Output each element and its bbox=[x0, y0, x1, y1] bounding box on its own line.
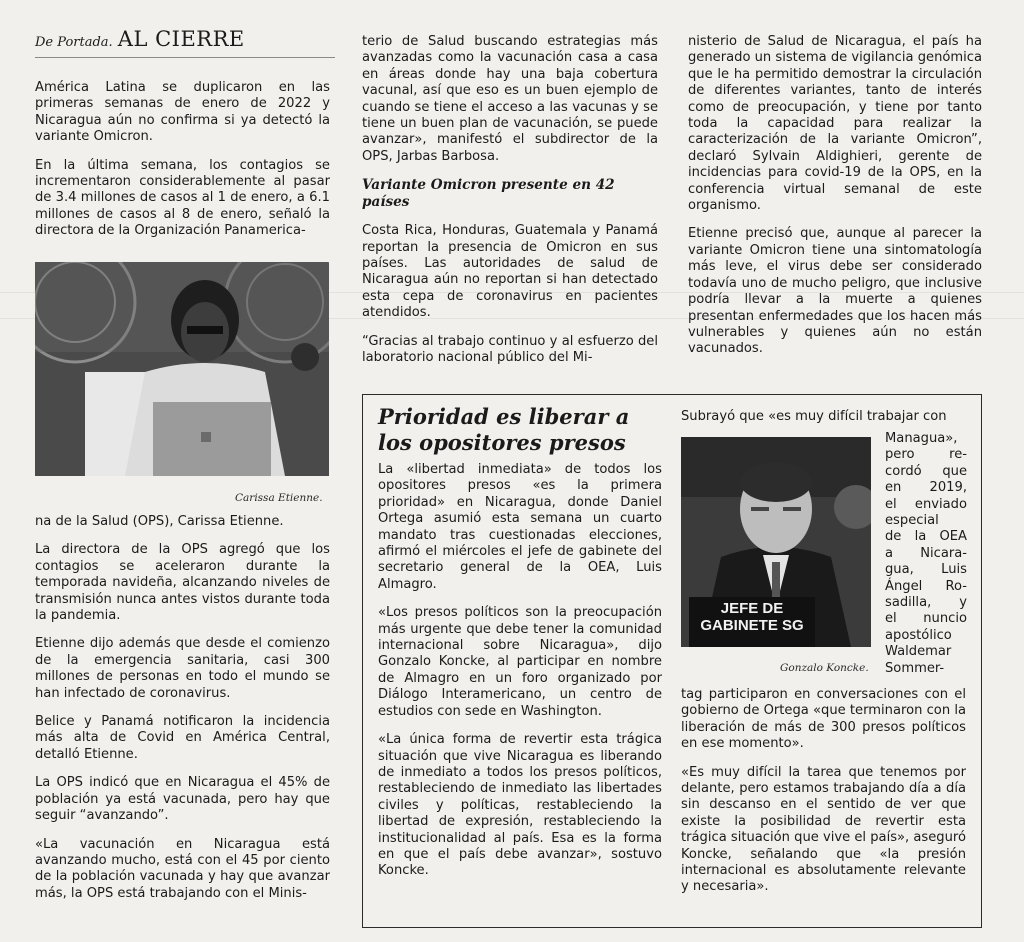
section-title: AL CIERRE bbox=[117, 27, 245, 51]
photo-sign-line: JEFE DE bbox=[720, 600, 784, 617]
subheading: Variante Omicron presente en 42 países bbox=[362, 177, 615, 211]
article-paragraph: nisterio de Salud de Nicaragua, el país ha generado un sistema de vigilancia genómica que le ha permitido demostrar la circulación de diferentes variantes, tanto de interés como de preocupación, y tiene por tanto toda la capacidad para realizar la caracterización de la variante Omicron”, declaró Sylvain Aldighieri, gerente de incidencias para covid-19 de la OPS, en la conferencia virtual semanal de este organismo. bbox=[688, 34, 982, 214]
box-right-top-line: Subrayó que «es muy difícil trabajar con bbox=[681, 409, 947, 424]
section-prefix: De Portada. bbox=[35, 35, 113, 50]
etienne-photo-image bbox=[35, 262, 329, 476]
box-title: Prioridad es liberar a los opositores presos bbox=[378, 404, 630, 455]
etienne-photo bbox=[35, 262, 329, 476]
article-paragraph: La «libertad inmediata» de todos los opositores presos «es la primera prioridad» en Nicaragua, donde Daniel Ortega asumió esta semana un cuarto mandato tras cuestionadas elecciones, afirmó el miércoles el jefe de gabinete del secretario general de la OEA, Luis Almagro. bbox=[378, 462, 662, 592]
article-paragraph: Costa Rica, Honduras, Guatemala y Panamá reportan la presencia de Omicron en sus países. Las autoridades de salud de Nicaragua aún no reportan si han detectado esta cepa de coronavirus en pacientes atendidos. bbox=[362, 223, 658, 321]
article-paragraph: “Gracias al trabajo continuo y al esfuerzo del laboratorio nacional público del Mi- bbox=[362, 333, 658, 366]
article-paragraph: «Es muy difícil la tarea que tenemos por delante, pero estamos trabajando día a día sin descanso en el sentido de ver que existe la posibilidad de revertir esta trágica situación que vive el país», aseguró Koncke, señalando que «la presión internacional es absolutamente relevante y necesaria». bbox=[681, 764, 966, 895]
column-3 bbox=[688, 34, 982, 370]
article-paragraph: «La vacunación en Nicaragua está avanzando mucho, está con el 45 por ciento de la población vacunada y hay que avanzar más, la OPS está trabajando con el Minis- bbox=[35, 836, 330, 901]
wrap-line: Waldemar bbox=[885, 644, 952, 660]
wrap-line: Ángel Ro- bbox=[885, 578, 967, 594]
wrap-line: Sommer- bbox=[885, 660, 945, 676]
article-paragraph: La OPS indicó que en Nicaragua el 45% de población ya está vacunada, pero hay que seguir “avanzando”. bbox=[35, 775, 330, 824]
article-paragraph: Etienne dijo además que desde el comienzo de la emergencia sanitaria, casi 300 millones de personas en todo el mundo se han infectado de coronavirus. bbox=[35, 636, 330, 701]
wrap-line: el enviado bbox=[885, 496, 967, 512]
article-paragraph: En la última semana, los contagios se incrementaron considerablemente al pasar de 3.4 millones de casos al 1 de enero, a 6.1 millones de casos al 8 de enero, señaló la directora de la Organización Panamerica- bbox=[35, 157, 330, 239]
article-paragraph: Belice y Panamá notificaron la incidencia más alta de Covid en América Central, detalló Etienne. bbox=[35, 714, 330, 762]
article-paragraph: Etienne precisó que, aunque al parecer la variante Omicron tiene una sintomatología más leve, el virus debe ser considerado todavía uno de mucho peligro, que inclusive podría llevar a la muerte a quienes presentan enfermedades que los hacen más vulnerables y quienes aún no están vacunados. bbox=[688, 226, 982, 357]
column-2 bbox=[362, 34, 658, 379]
wrap-line: especial bbox=[885, 513, 939, 529]
article-paragraph: «Los presos políticos son la preocupación más urgente que debe tener la comunidad internacional sobre Nicaragua», dijo Gonzalo Koncke, al participar en nombre de Almagro en un foro organizado por Diálogo Interamericano, un centro de estudios con sede en Washington. bbox=[378, 605, 662, 719]
box-right-wrap bbox=[885, 431, 967, 677]
wrap-line: en 2019, bbox=[885, 480, 967, 496]
wrap-line: a Nicara- bbox=[885, 545, 967, 561]
koncke-caption: Gonzalo Koncke. bbox=[780, 662, 869, 674]
wrap-line: apostólico bbox=[885, 627, 952, 643]
wrap-line: el nuncio bbox=[885, 611, 967, 627]
column-1-bottom bbox=[35, 514, 330, 914]
etienne-caption: Carissa Etienne. bbox=[235, 492, 323, 504]
wrap-line: cordó que bbox=[885, 463, 967, 479]
article-paragraph: na de la Salud (OPS), Carissa Etienne. bbox=[35, 514, 284, 529]
wrap-line: de la OEA bbox=[885, 529, 967, 545]
wrap-line: gua, Luis bbox=[885, 562, 967, 578]
photo-sign-line: GABINETE SG bbox=[700, 617, 804, 634]
box-left-column bbox=[378, 462, 662, 892]
wrap-line: Managua», bbox=[885, 431, 958, 446]
article-paragraph: terio de Salud buscando estrategias más avanzadas como la vacunación casa a casa en áreas donde hay una baja cobertura vacunal, así que eso es un buen ejemplo de cuando se tiene el acceso a las vacunas y se tiene un buen plan de vacunación, se puede avanzar», manifestó el subdirector de la OPS, Jarbas Barbosa. bbox=[362, 34, 658, 164]
article-paragraph: La directora de la OPS agregó que los contagios se aceleraron durante la temporada navideña, alcanzando niveles de transmisión nunca antes vistos durante toda la pandemia. bbox=[35, 542, 330, 624]
koncke-photo bbox=[681, 437, 871, 647]
article-paragraph: «La única forma de revertir esta trágica situación que vive Nicaragua es liberando de inmediato a todos los presos políticos, restableciendo de inmediato las libertades civiles y políticas, restableciendo la libertad de expresión, restableciendo la institucionalidad al país. Esa es la forma en que el país debe avanzar», sostuvo Koncke. bbox=[378, 732, 662, 879]
section-header bbox=[35, 27, 335, 58]
box-right-bottom bbox=[681, 687, 966, 908]
wrap-line: sadilla, y bbox=[885, 595, 967, 611]
article-paragraph: América Latina se duplicaron en las primeras semanas de enero de 2022 y Nicaragua aún no confirma si ya detectó la variante Omicron. bbox=[35, 80, 330, 145]
wrap-line: pero re- bbox=[885, 447, 967, 463]
column-1-top bbox=[35, 80, 330, 252]
article-paragraph: tag participaron en conversaciones con el gobierno de Ortega «que terminaron con la liberación de más de 300 presos políticos en ese momento». bbox=[681, 687, 966, 752]
photo-name-sign bbox=[689, 600, 815, 634]
